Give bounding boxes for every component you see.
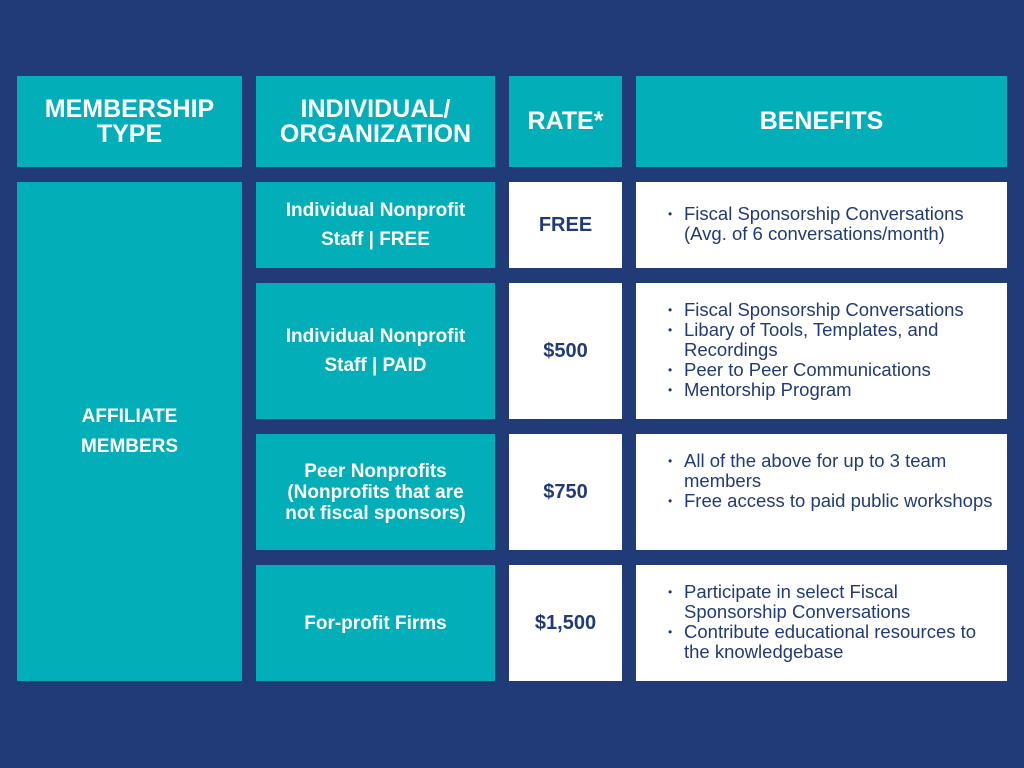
header-membership-type-line2: TYPE [96,119,163,148]
org-cell-row-4 [256,565,495,681]
header-membership-type-line1: MEMBERSHIP [44,94,215,123]
affiliate-line2: MEMBERS [80,435,179,457]
org-cell-row-1 [256,182,495,268]
benefit-item: • Libary of Tools, Templates, and Recordings [666,320,993,360]
benefit-item: • Fiscal Sponsorship Conversations (Avg. of 6 conversations/month) [666,204,993,244]
benefits-cell-row-2 [636,283,1007,419]
benefits-list [666,300,993,400]
rate-cell-row-3 [509,434,622,550]
org-line: For-profit Firms [304,612,447,634]
header-membership-type [17,76,242,167]
org-line: Individual Nonprofit [285,200,466,221]
benefit-item: • Participate in select Fiscal Sponsorship Conversations [666,582,993,622]
org-line: Staff | FREE [321,229,430,250]
rate-cell-row-2 [509,283,622,419]
benefits-list [666,582,993,662]
benefit-item: • Contribute educational resources to the knowledgebase [666,622,993,662]
org-line: Staff | PAID [324,355,427,376]
benefit-item: • Mentorship Program [666,380,993,400]
header-individual-organization [256,76,495,167]
rate-cell-row-1 [509,182,622,268]
org-cell-row-3 [256,434,495,550]
benefit-item: • Free access to paid public workshops [666,491,993,511]
header-benefits [636,76,1007,167]
benefits-cell-row-1 [636,182,1007,268]
benefit-item: • All of the above for up to 3 team members [666,451,993,491]
benefits-list [666,451,993,511]
rate-value: $750 [543,480,588,503]
benefits-list [666,204,993,244]
header-rate-label: RATE* [527,107,604,135]
org-cell-row-2 [256,283,495,419]
benefits-cell-row-4 [636,565,1007,681]
header-individual-line2: ORGANIZATION [279,119,472,148]
rate-cell-row-4 [509,565,622,681]
rate-value: FREE [538,213,593,236]
header-individual-line1: INDIVIDUAL/ [300,94,451,123]
org-line: (Nonprofits that are [287,481,464,503]
org-line: Peer Nonprofits [304,460,447,482]
benefits-cell-row-3 [636,434,1007,550]
org-line: not fiscal sponsors) [285,502,466,524]
rate-value: $500 [543,339,588,362]
benefit-item: • Fiscal Sponsorship Conversations [666,300,993,320]
affiliate-line1: AFFILIATE [81,405,178,427]
membership-type-affiliate [17,182,242,681]
header-rate [509,76,622,167]
benefit-item: • Peer to Peer Communications [666,360,993,380]
org-line: Individual Nonprofit [285,326,466,347]
header-benefits-label: BENEFITS [759,107,884,135]
rate-value: $1,500 [534,611,597,634]
